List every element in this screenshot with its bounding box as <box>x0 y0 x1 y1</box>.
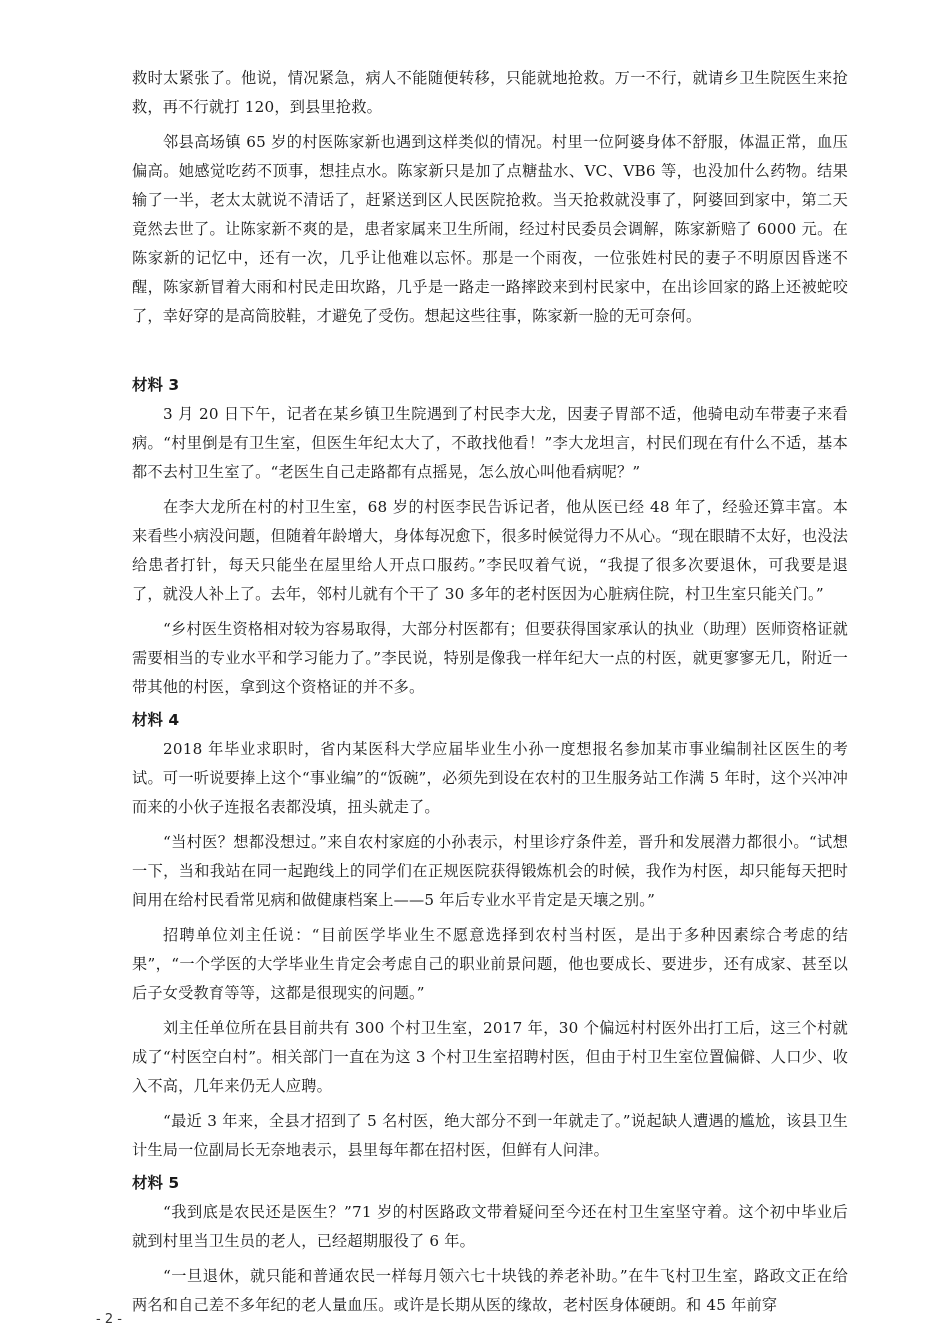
paragraph: 在李大龙所在村的村卫生室，68 岁的村医李民告诉记者，他从医已经 48 年了，经验还算丰富。本来看些小病没问题，但随着年龄增大，身体每况愈下，很多时候觉得力不从心。“现在眼睛不太好，也没法给患者打针，每天只能坐在屋里给人开点口服药。”李民叹着气说，“我提了很多次要退休，可我要是退了，就没人补上了。去年，邻村儿就有个干了 30 多年的老村医因为心脏病住院，村卫生室只能关门。” <box>132 498 848 603</box>
section-heading-material-5: 材料 5 <box>132 1174 180 1192</box>
paragraph: 救时太紧张了。他说，情况紧急，病人不能随便转移，只能就地抢救。万一不行，就请乡卫生院医生来抢救，再不行就打 120，到县里抢救。 <box>132 69 848 116</box>
section-heading-material-4: 材料 4 <box>132 711 180 729</box>
paragraph: “最近 3 年来，全县才招到了 5 名村医，绝大部分不到一年就走了。”说起缺人遭遇的尴尬，该县卫生计生局一位副局长无奈地表示，县里每年都在招村医，但鲜有人问津。 <box>132 1112 848 1159</box>
paragraph: “当村医？想都没想过。”来自农村家庭的小孙表示，村里诊疗条件差，晋升和发展潜力都很小。“试想一下，当和我站在同一起跑线上的同学们在正规医院获得锻炼机会的时候，我作为村医，却只能每天把时间用在给村民看常见病和做健康档案上——5 年后专业水平肯定是天壤之别。” <box>132 833 848 909</box>
page-number: - 2 - <box>96 1312 122 1327</box>
paragraph: 招聘单位刘主任说：“目前医学毕业生不愿意选择到农村当村医，是出于多种因素综合考虑的结果”，“一个学医的大学毕业生肯定会考虑自己的职业前景问题，他也要成长、要进步，还有成家、甚至以后子女受教育等等，这都是很现实的问题。” <box>132 926 848 1002</box>
paragraph: 2018 年毕业求职时，省内某医科大学应届毕业生小孙一度想报名参加某市事业编制社区医生的考试。可一听说要捧上这个“事业编”的“饭碗”，必须先到设在农村的卫生服务站工作满 5 年时，这个兴冲冲而来的小伙子连报名表都没填，扭头就走了。 <box>132 740 848 816</box>
paragraph: “乡村医生资格相对较为容易取得，大部分村医都有；但要获得国家承认的执业（助理）医师资格证就需要相当的专业水平和学习能力了。”李民说，特别是像我一样年纪大一点的村医，就更寥寥无几，附近一带其他的村医，拿到这个资格证的并不多。 <box>132 620 849 696</box>
document-body <box>132 64 848 1320</box>
paragraph: 邻县高场镇 65 岁的村医陈家新也遇到这样类似的情况。村里一位阿婆身体不舒服，体温正常，血压偏高。她感觉吃药不顶事，想挂点水。陈家新只是加了点糖盐水、VC、VB6 等，也没加什么药物。结果输了一半，老太太就说不清话了，赶紧送到区人民医院抢救。当天抢救就没事了，阿婆回到家中，第二天竟然去世了。让陈家新不爽的是，患者家属来卫生所闹，经过村民委员会调解，陈家新赔了 6000 元。在陈家新的记忆中，还有一次，几乎让他难以忘怀。那是一个雨夜，一位张姓村民的妻子不明原因昏迷不醒，陈家新冒着大雨和村民走田坎路，几乎是一路走一路摔跤来到村民家中，在出诊回家的路上还被蛇咬了，幸好穿的是高筒胶鞋，才避免了受伤。想起这些往事，陈家新一脸的无可奈何。 <box>132 133 848 325</box>
paragraph: “一旦退休，就只能和普通农民一样每月领六七十块钱的养老补助。”在牛飞村卫生室，路政文正在给两名和自己差不多年纪的老人量血压。或许是长期从医的缘故，老村医身体硬朗。和 45 年前穿 <box>132 1267 848 1314</box>
section-heading-material-3: 材料 3 <box>132 376 180 394</box>
paragraph: “我到底是农民还是医生？”71 岁的村医路政文带着疑问至今还在村卫生室坚守着。这个初中毕业后就到村里当卫生员的老人，已经超期服役了 6 年。 <box>132 1203 848 1250</box>
paragraph: 刘主任单位所在县目前共有 300 个村卫生室，2017 年，30 个偏远村村医外出打工后，这三个村就成了“村医空白村”。相关部门一直在为这 3 个村卫生室招聘村医，但由于村卫生室位置偏僻、人口少、收入不高，几年来仍无人应聘。 <box>132 1019 848 1095</box>
paragraph: 3 月 20 日下午，记者在某乡镇卫生院遇到了村民李大龙，因妻子胃部不适，他骑电动车带妻子来看病。“村里倒是有卫生室，但医生年纪太大了，不敢找他看！”李大龙坦言，村民们现在有什么不适，基本都不去村卫生室了。“老医生自己走路都有点摇晃，怎么放心叫他看病呢？” <box>132 405 848 481</box>
